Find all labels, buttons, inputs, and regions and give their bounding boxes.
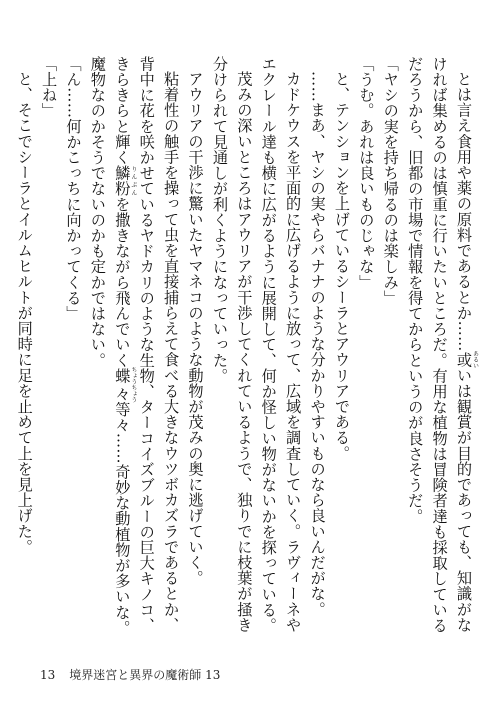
ruby-arui (455, 350, 479, 369)
ruby-choucho-base: 蝶々 (113, 366, 132, 403)
paragraph-1-text-a: とは言え食用や薬の原料であるとか…… (455, 71, 473, 352)
book-title: 境界迷宮と異界の魔術師 13 (69, 668, 221, 682)
paragraph-1 (403, 56, 478, 636)
ruby-arui-base: 或 (455, 350, 473, 369)
paragraph-9-text-b: を撒きながら飛んでいく (113, 196, 132, 369)
paragraph-3: 「うむ。あれは良いものじゃな」 (357, 56, 376, 290)
paragraph-9 (86, 56, 184, 636)
page-number: 13 (40, 668, 56, 682)
ruby-choucho (113, 366, 137, 403)
paragraph-8: アウリアの干渉に驚いたヤマネコのような動物が茂みの奥に逃げていく。 (186, 71, 205, 586)
ruby-rinpun-base: 鱗粉 (113, 165, 132, 197)
paragraph-9-text-c: 等々……奇妙な動植物が多いな。魔物なのかそうでないのかも定かではない。 (88, 56, 132, 636)
ruby-choucho-reading: ちょうちょう (129, 366, 137, 403)
vertical-text-body (15, 56, 479, 636)
page-footer (40, 666, 220, 683)
ruby-arui-reading: あるい (471, 350, 479, 369)
paragraph-5: ……まあ、ヤシの実やらバナナのような分かりやすいものなら良いんだがな。 (308, 71, 327, 618)
paragraph-11: 「上ね」 (40, 56, 59, 119)
ruby-rinpun-reading: りんぷん (129, 165, 137, 197)
paragraph-1-text-b: いは観賞が目的であっても、知識がなければ集めるのは慎重に行いたいところだ。有用な植物は冒険者達も採取しているだろうから、旧都の市場で情報を得てからというのが良さそうだ。 (406, 56, 473, 634)
paragraph-9-text-a: 粘着性の触手を操って虫を直接捕らえて食べる大きなウツボカズラであるとか、背中に花を咲かせているヤドカリのような生物、ターコイズブルーの巨大キノコ、きらきらと輝く (113, 56, 181, 634)
paragraph-7: 茂みの深いところはアウリアが干渉してくれているようで、独りでに枝葉が掻き分けられて見通しが利くようになっていった。 (210, 56, 254, 633)
paragraph-4: と、テンションを上げているシーラとアウリアである。 (332, 71, 351, 462)
paragraph-10: 「ん……何かこっちに向かってくる」 (64, 56, 83, 322)
paragraph-12: と、そこでシーラとイルムヒルトが同時に足を止めて上を見上げた。 (15, 71, 34, 555)
paragraph-2: 「ヤシの実を持ち帰るのは楽しみ」 (381, 56, 400, 306)
paragraph-6: カドケウスを平面的に広げるように放って、広域を調査していく。ラヴィーネやエクレール達も横に広がるように展開して、何か怪しい物がないかを探っている。 (259, 56, 303, 634)
ruby-rinpun (113, 165, 137, 197)
